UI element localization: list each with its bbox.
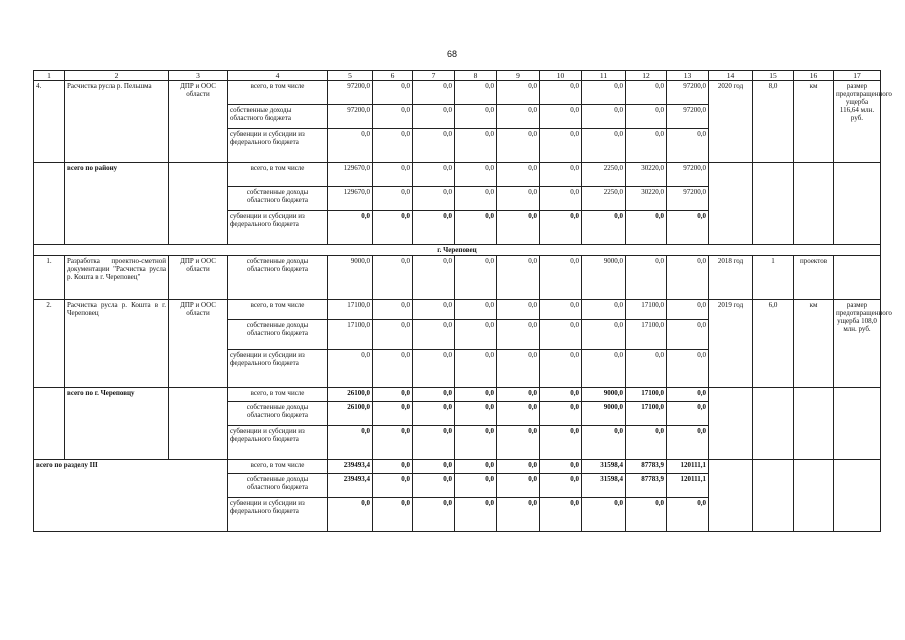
value-cell: 0,0 bbox=[540, 388, 582, 402]
value-cell: 17100,0 bbox=[626, 388, 667, 402]
value-cell: 30220,0 bbox=[626, 187, 667, 211]
column-header: 2 bbox=[65, 71, 169, 81]
table-cell bbox=[34, 388, 65, 460]
value-cell: 2250,0 bbox=[582, 187, 626, 211]
value-cell: 0,0 bbox=[455, 256, 497, 300]
value-cell: 0,0 bbox=[626, 105, 667, 129]
value-cell: 0,0 bbox=[373, 402, 413, 426]
value-cell: 97200,0 bbox=[667, 163, 709, 187]
quantity-cell: 6,0 bbox=[753, 300, 794, 388]
value-cell: 0,0 bbox=[626, 426, 667, 460]
value-cell: 0,0 bbox=[373, 187, 413, 211]
value-cell: 2250,0 bbox=[582, 163, 626, 187]
value-cell: 31598,4 bbox=[582, 474, 626, 498]
value-cell: 0,0 bbox=[373, 105, 413, 129]
unit-cell: км bbox=[794, 81, 834, 163]
column-header: 16 bbox=[794, 71, 834, 81]
value-cell: 0,0 bbox=[667, 320, 709, 350]
table-cell bbox=[169, 163, 228, 245]
column-header: 14 bbox=[709, 71, 753, 81]
value-cell: 0,0 bbox=[667, 211, 709, 245]
section-title: г. Череповец bbox=[34, 245, 881, 256]
value-cell: 0,0 bbox=[455, 81, 497, 105]
column-header: 3 bbox=[169, 71, 228, 81]
value-cell: 0,0 bbox=[582, 105, 626, 129]
table-row bbox=[34, 460, 881, 474]
value-cell: 97200,0 bbox=[667, 187, 709, 211]
executor: ДПР и ООС области bbox=[169, 300, 228, 388]
value-cell: 0,0 bbox=[540, 187, 582, 211]
column-header: 4 bbox=[228, 71, 328, 81]
budget-table bbox=[33, 70, 892, 532]
value-cell: 9000,0 bbox=[582, 402, 626, 426]
value-cell: 0,0 bbox=[667, 256, 709, 300]
table-cell bbox=[34, 163, 65, 245]
value-cell: 0,0 bbox=[497, 498, 540, 532]
row-number: 2. bbox=[34, 300, 65, 388]
table-cell bbox=[709, 163, 753, 245]
value-cell: 0,0 bbox=[455, 300, 497, 320]
value-cell: 0,0 bbox=[582, 81, 626, 105]
value-cell: 0,0 bbox=[455, 163, 497, 187]
funding-label: субвенции и субсидии из федерального бюджета bbox=[228, 350, 328, 388]
table-cell bbox=[709, 388, 753, 460]
value-cell: 0,0 bbox=[540, 163, 582, 187]
value-cell: 97200,0 bbox=[328, 81, 373, 105]
funding-label: всего, в том числе bbox=[228, 388, 328, 402]
value-cell: 239493,4 bbox=[328, 474, 373, 498]
column-header: 6 bbox=[373, 71, 413, 81]
column-header: 10 bbox=[540, 71, 582, 81]
value-cell: 0,0 bbox=[373, 498, 413, 532]
funding-label: всего, в том числе bbox=[228, 460, 328, 474]
value-cell: 0,0 bbox=[413, 256, 455, 300]
value-cell: 0,0 bbox=[373, 350, 413, 388]
funding-label: субвенции и субсидии из федерального бюджета bbox=[228, 129, 328, 163]
value-cell: 0,0 bbox=[540, 474, 582, 498]
value-cell: 17100,0 bbox=[626, 320, 667, 350]
quantity-cell: 8,0 bbox=[753, 81, 794, 163]
value-cell: 0,0 bbox=[540, 460, 582, 474]
value-cell: 120111,1 bbox=[667, 474, 709, 498]
value-cell: 0,0 bbox=[582, 426, 626, 460]
value-cell: 0,0 bbox=[582, 129, 626, 163]
value-cell: 0,0 bbox=[455, 426, 497, 460]
value-cell: 0,0 bbox=[413, 350, 455, 388]
value-cell: 0,0 bbox=[667, 426, 709, 460]
funding-label: собственные доходы областного бюджета bbox=[228, 256, 328, 300]
value-cell: 0,0 bbox=[373, 256, 413, 300]
value-cell: 0,0 bbox=[455, 388, 497, 402]
value-cell: 30220,0 bbox=[626, 163, 667, 187]
value-cell: 129670,0 bbox=[328, 187, 373, 211]
value-cell: 0,0 bbox=[373, 388, 413, 402]
total-label: всего по району bbox=[65, 163, 169, 245]
value-cell: 0,0 bbox=[626, 129, 667, 163]
value-cell: 26100,0 bbox=[328, 388, 373, 402]
value-cell: 0,0 bbox=[540, 320, 582, 350]
value-cell: 0,0 bbox=[413, 105, 455, 129]
value-cell: 0,0 bbox=[413, 460, 455, 474]
value-cell: 0,0 bbox=[582, 350, 626, 388]
value-cell: 0,0 bbox=[413, 187, 455, 211]
table-cell bbox=[753, 163, 794, 245]
table-cell bbox=[834, 388, 881, 460]
value-cell: 0,0 bbox=[667, 350, 709, 388]
funding-label: всего, в том числе bbox=[228, 81, 328, 105]
table-cell bbox=[753, 460, 794, 532]
project-name: Расчистка русла р. Кошта в г. Череповец bbox=[65, 300, 169, 388]
value-cell: 0,0 bbox=[455, 320, 497, 350]
value-cell: 0,0 bbox=[497, 163, 540, 187]
value-cell: 0,0 bbox=[582, 320, 626, 350]
column-header: 15 bbox=[753, 71, 794, 81]
year-cell: 2019 год bbox=[709, 300, 753, 388]
value-cell: 0,0 bbox=[582, 211, 626, 245]
funding-label: субвенции и субсидии из федерального бюджета bbox=[228, 211, 328, 245]
column-header: 12 bbox=[626, 71, 667, 81]
value-cell: 0,0 bbox=[497, 402, 540, 426]
table-row bbox=[34, 163, 881, 187]
value-cell: 9000,0 bbox=[582, 256, 626, 300]
value-cell: 0,0 bbox=[497, 211, 540, 245]
table-cell bbox=[169, 388, 228, 460]
total-label: всего по разделу III bbox=[34, 460, 228, 532]
value-cell: 239493,4 bbox=[328, 460, 373, 474]
row-number: 4. bbox=[34, 81, 65, 163]
value-cell: 17100,0 bbox=[626, 402, 667, 426]
value-cell: 0,0 bbox=[455, 105, 497, 129]
value-cell: 0,0 bbox=[582, 300, 626, 320]
value-cell: 0,0 bbox=[540, 211, 582, 245]
value-cell: 129670,0 bbox=[328, 163, 373, 187]
value-cell: 0,0 bbox=[497, 460, 540, 474]
value-cell: 0,0 bbox=[328, 498, 373, 532]
value-cell: 0,0 bbox=[540, 402, 582, 426]
funding-label: собственные доходы областного бюджета bbox=[228, 474, 328, 498]
value-cell: 9000,0 bbox=[328, 256, 373, 300]
value-cell: 0,0 bbox=[497, 388, 540, 402]
table-row bbox=[34, 81, 881, 105]
column-header: 1 bbox=[34, 71, 65, 81]
row-number: 1. bbox=[34, 256, 65, 300]
effect-cell: размер предотвращенного ущерба 116,64 млн. руб. bbox=[834, 81, 881, 163]
value-cell: 0,0 bbox=[667, 402, 709, 426]
value-cell: 0,0 bbox=[540, 300, 582, 320]
year-cell: 2020 год bbox=[709, 81, 753, 163]
executor: ДПР и ООС области bbox=[169, 81, 228, 163]
column-header: 7 bbox=[413, 71, 455, 81]
column-header: 11 bbox=[582, 71, 626, 81]
column-header: 8 bbox=[455, 71, 497, 81]
value-cell: 0,0 bbox=[667, 300, 709, 320]
value-cell: 97200,0 bbox=[667, 105, 709, 129]
value-cell: 0,0 bbox=[413, 402, 455, 426]
value-cell: 0,0 bbox=[373, 129, 413, 163]
value-cell: 0,0 bbox=[373, 163, 413, 187]
value-cell: 0,0 bbox=[373, 474, 413, 498]
total-label: всего по г. Череповцу bbox=[65, 388, 169, 460]
value-cell: 0,0 bbox=[497, 256, 540, 300]
section-row bbox=[34, 245, 881, 256]
value-cell: 0,0 bbox=[413, 163, 455, 187]
value-cell: 97200,0 bbox=[328, 105, 373, 129]
value-cell: 0,0 bbox=[540, 81, 582, 105]
value-cell: 0,0 bbox=[455, 350, 497, 388]
value-cell: 0,0 bbox=[497, 129, 540, 163]
value-cell: 0,0 bbox=[455, 498, 497, 532]
value-cell: 17100,0 bbox=[328, 320, 373, 350]
page-number: 68 bbox=[447, 49, 458, 59]
funding-label: всего, в том числе bbox=[228, 163, 328, 187]
value-cell: 0,0 bbox=[626, 498, 667, 532]
funding-label: собственные доходы областного бюджета bbox=[228, 105, 328, 129]
value-cell: 0,0 bbox=[455, 211, 497, 245]
value-cell: 0,0 bbox=[626, 350, 667, 388]
table-row bbox=[34, 388, 881, 402]
value-cell: 0,0 bbox=[540, 105, 582, 129]
column-header: 9 bbox=[497, 71, 540, 81]
value-cell: 0,0 bbox=[497, 426, 540, 460]
column-header: 17 bbox=[834, 71, 881, 81]
value-cell: 87783,9 bbox=[626, 474, 667, 498]
value-cell: 0,0 bbox=[626, 256, 667, 300]
value-cell: 0,0 bbox=[328, 211, 373, 245]
value-cell: 0,0 bbox=[373, 460, 413, 474]
value-cell: 0,0 bbox=[582, 498, 626, 532]
value-cell: 0,0 bbox=[667, 129, 709, 163]
funding-label: собственные доходы областного бюджета bbox=[228, 320, 328, 350]
value-cell: 0,0 bbox=[497, 474, 540, 498]
value-cell: 0,0 bbox=[540, 256, 582, 300]
funding-label: всего, в том числе bbox=[228, 300, 328, 320]
value-cell: 0,0 bbox=[413, 426, 455, 460]
value-cell: 0,0 bbox=[413, 498, 455, 532]
value-cell: 0,0 bbox=[497, 320, 540, 350]
value-cell: 0,0 bbox=[455, 187, 497, 211]
value-cell: 0,0 bbox=[413, 300, 455, 320]
value-cell: 0,0 bbox=[413, 474, 455, 498]
value-cell: 0,0 bbox=[626, 211, 667, 245]
value-cell: 97200,0 bbox=[667, 81, 709, 105]
table-cell bbox=[794, 388, 834, 460]
value-cell: 0,0 bbox=[373, 300, 413, 320]
value-cell: 0,0 bbox=[373, 320, 413, 350]
header-row bbox=[34, 71, 881, 81]
value-cell: 0,0 bbox=[667, 388, 709, 402]
funding-label: собственные доходы областного бюджета bbox=[228, 187, 328, 211]
table-cell bbox=[709, 460, 753, 532]
value-cell: 0,0 bbox=[497, 300, 540, 320]
funding-label: субвенции и субсидии из федерального бюджета bbox=[228, 498, 328, 532]
project-name: Разработка проектно-сметной документации "Расчистка русла р. Кошта в г. Череповец" bbox=[65, 256, 169, 300]
value-cell: 0,0 bbox=[455, 474, 497, 498]
column-header: 13 bbox=[667, 71, 709, 81]
project-name: Расчистка русла р. Пельшма bbox=[65, 81, 169, 163]
value-cell: 0,0 bbox=[373, 426, 413, 460]
value-cell: 0,0 bbox=[413, 81, 455, 105]
value-cell: 0,0 bbox=[540, 129, 582, 163]
value-cell: 17100,0 bbox=[328, 300, 373, 320]
table-cell bbox=[794, 163, 834, 245]
quantity-cell: 1 bbox=[753, 256, 794, 300]
value-cell: 9000,0 bbox=[582, 388, 626, 402]
value-cell: 0,0 bbox=[413, 320, 455, 350]
value-cell: 0,0 bbox=[626, 81, 667, 105]
value-cell: 0,0 bbox=[455, 129, 497, 163]
value-cell: 0,0 bbox=[540, 350, 582, 388]
value-cell: 0,0 bbox=[540, 498, 582, 532]
executor: ДПР и ООС области bbox=[169, 256, 228, 300]
value-cell: 0,0 bbox=[328, 350, 373, 388]
table-row bbox=[34, 256, 881, 300]
value-cell: 0,0 bbox=[497, 81, 540, 105]
value-cell: 0,0 bbox=[497, 350, 540, 388]
value-cell: 0,0 bbox=[497, 187, 540, 211]
value-cell: 0,0 bbox=[455, 460, 497, 474]
value-cell: 0,0 bbox=[497, 105, 540, 129]
value-cell: 17100,0 bbox=[626, 300, 667, 320]
value-cell: 120111,1 bbox=[667, 460, 709, 474]
table-cell bbox=[794, 460, 834, 532]
effect-cell: размер предотвращенного ущерба 108,0 млн. руб. bbox=[834, 300, 881, 388]
unit-cell: проектов bbox=[794, 256, 834, 300]
funding-label: собственные доходы областного бюджета bbox=[228, 402, 328, 426]
value-cell: 0,0 bbox=[413, 129, 455, 163]
value-cell: 0,0 bbox=[373, 211, 413, 245]
value-cell: 0,0 bbox=[413, 388, 455, 402]
value-cell: 0,0 bbox=[413, 211, 455, 245]
value-cell: 0,0 bbox=[540, 426, 582, 460]
value-cell: 31598,4 bbox=[582, 460, 626, 474]
table-row bbox=[34, 300, 881, 320]
value-cell: 87783,9 bbox=[626, 460, 667, 474]
value-cell: 0,0 bbox=[328, 426, 373, 460]
table-cell bbox=[834, 460, 881, 532]
value-cell: 0,0 bbox=[455, 402, 497, 426]
table-cell bbox=[834, 256, 881, 300]
value-cell: 26100,0 bbox=[328, 402, 373, 426]
value-cell: 0,0 bbox=[373, 81, 413, 105]
value-cell: 0,0 bbox=[328, 129, 373, 163]
year-cell: 2018 год bbox=[709, 256, 753, 300]
funding-label: субвенции и субсидии из федерального бюджета bbox=[228, 426, 328, 460]
table-cell bbox=[834, 163, 881, 245]
value-cell: 0,0 bbox=[667, 498, 709, 532]
column-header: 5 bbox=[328, 71, 373, 81]
table-cell bbox=[753, 388, 794, 460]
unit-cell: км bbox=[794, 300, 834, 388]
